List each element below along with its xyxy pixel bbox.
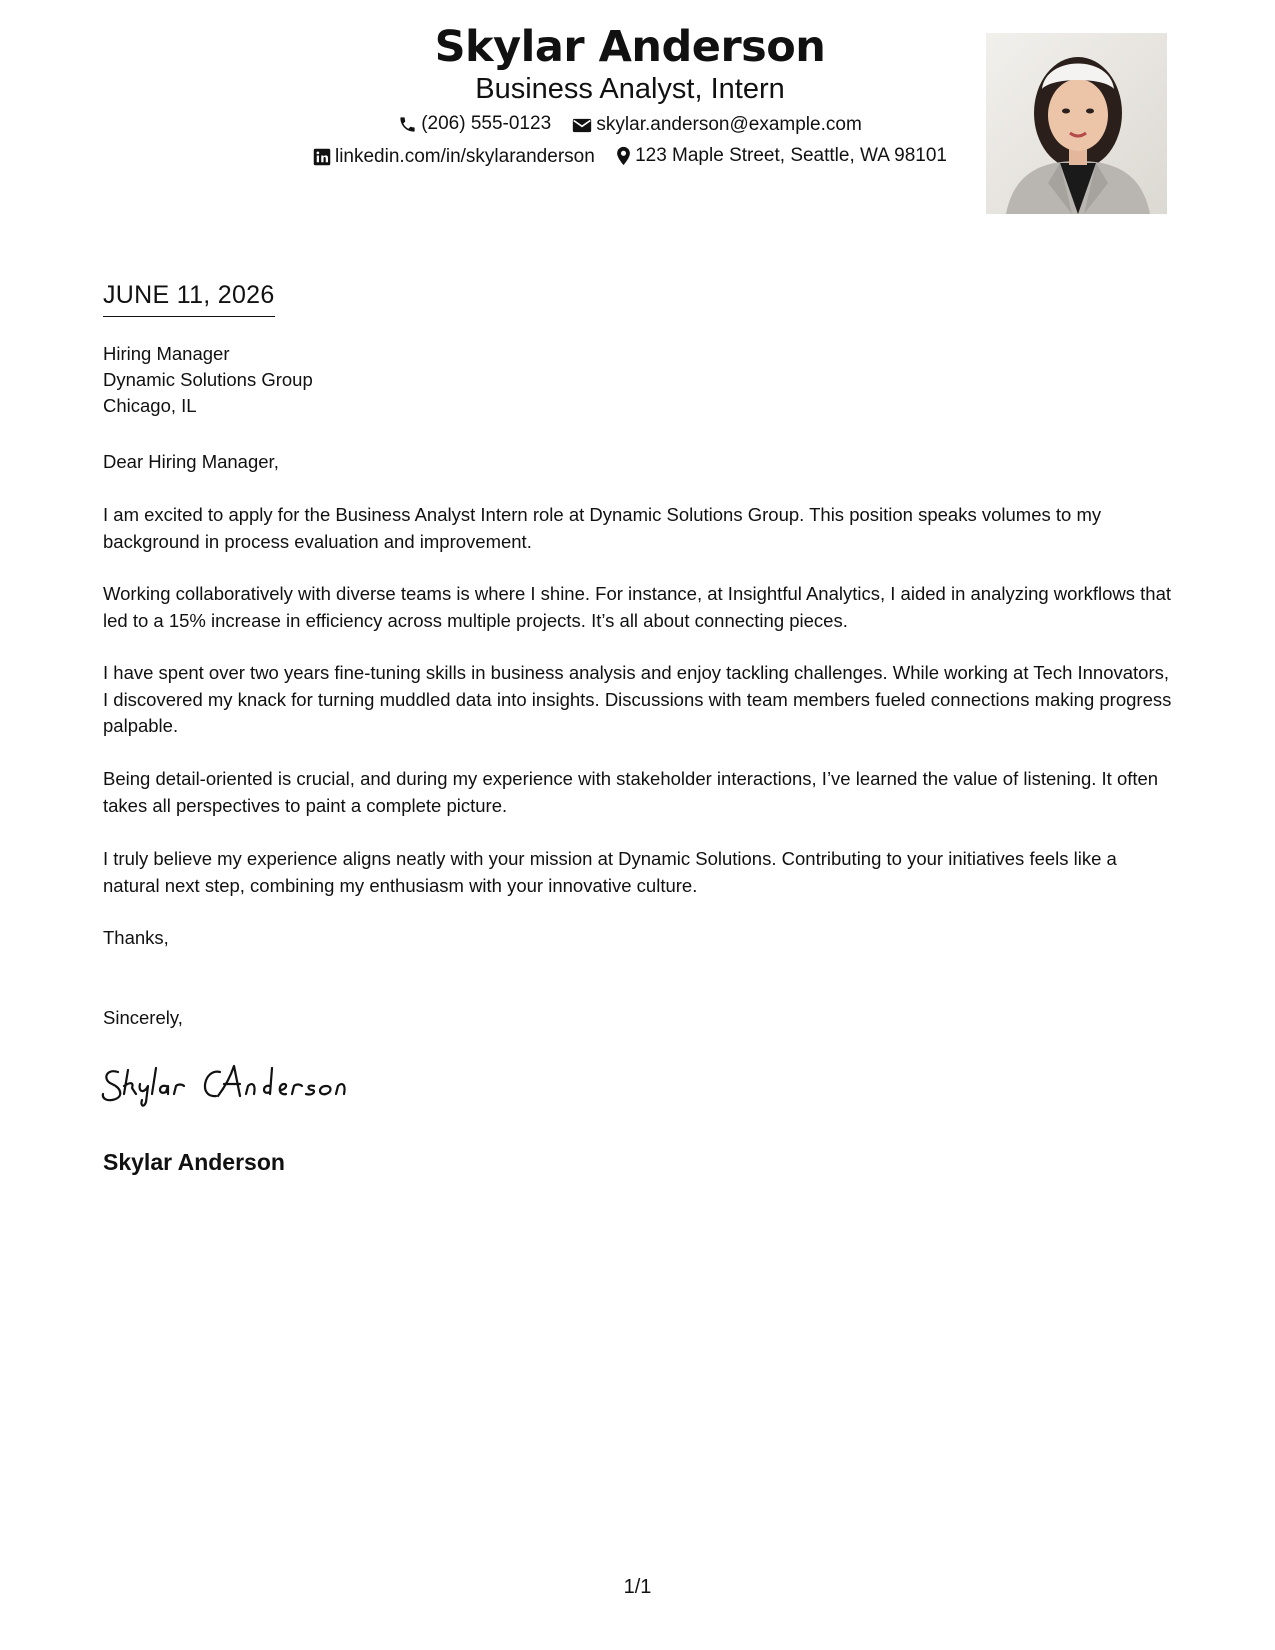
signed-name: Skylar Anderson xyxy=(103,1149,285,1175)
email-contact[interactable] xyxy=(572,114,861,136)
recipient-company: Dynamic Solutions Group xyxy=(103,369,313,390)
applicant-title: Business Analyst, Intern xyxy=(475,73,785,105)
salutation: Dear Hiring Manager, xyxy=(103,451,279,472)
phone-contact xyxy=(398,113,551,135)
map-marker-icon xyxy=(616,146,631,166)
handwritten-signature xyxy=(100,1058,360,1113)
body-paragraph: I have spent over two years fine-tuning skills in business analysis and enjoy tackling challenges. While working at Tech Innovators, I discovered my knack for turning muddled data into insights. Discussions with team members fueled connections making progress palpable. xyxy=(103,662,1172,736)
address-text: 123 Maple Street, Seattle, WA 98101 xyxy=(635,145,947,166)
recipient-location: Chicago, IL xyxy=(103,395,197,416)
applicant-name: Skylar Anderson xyxy=(434,22,826,72)
closing-sincerely: Sincerely, xyxy=(103,1007,183,1028)
body-paragraph: Working collaboratively with diverse teams is where I shine. For instance, at Insightful Analytics, I aided in analyzing workflows that led to a 15% increase in efficiency across multiple projects. It’s all about connecting pieces. xyxy=(103,583,1172,631)
address-contact xyxy=(616,145,947,167)
body-paragraph: I am excited to apply for the Business Analyst Intern role at Dynamic Solutions Group. This position speaks volumes to my background in process evaluation and improvement. xyxy=(103,504,1102,552)
phone-text: (206) 555-0123 xyxy=(421,113,552,134)
email-text[interactable]: skylar.anderson@example.com xyxy=(596,114,862,135)
phone-icon xyxy=(398,115,417,134)
page-number: 1/1 xyxy=(623,1576,652,1598)
linkedin-contact[interactable] xyxy=(313,146,595,168)
body-paragraph: Being detail-oriented is crucial, and during my experience with stakeholder interactions, I’ve learned the value of listening. It often takes all perspectives to paint a complete picture. xyxy=(103,768,1159,816)
linkedin-text[interactable]: linkedin.com/in/skylaranderson xyxy=(334,146,595,167)
closing-thanks: Thanks, xyxy=(103,927,169,948)
envelope-icon xyxy=(572,117,592,134)
letter-date: JUNE 11, 2026 xyxy=(103,281,275,317)
body-paragraph: I truly believe my experience aligns neatly with your mission at Dynamic Solutions. Contributing to your initiatives feels like a natural next step, combining my enthusiasm with your innovative culture. xyxy=(103,848,1117,896)
profile-photo xyxy=(986,33,1167,214)
recipient-block xyxy=(103,341,313,419)
linkedin-icon xyxy=(313,148,331,166)
recipient-name: Hiring Manager xyxy=(103,343,230,364)
